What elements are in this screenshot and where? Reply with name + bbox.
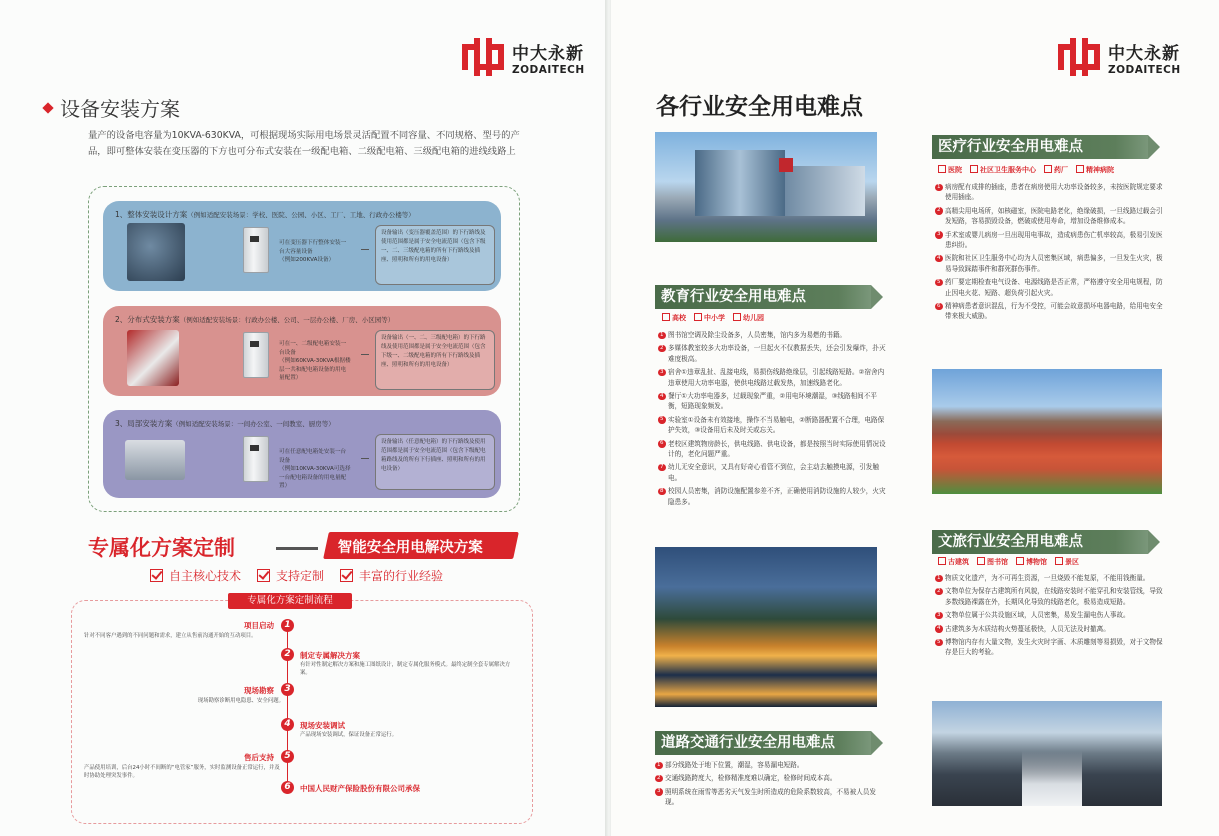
arrow-icon (361, 458, 369, 459)
plan-desc-sub: （例如60KVA-30KVA根据楼层一共和配电箱设备的用电量配置） (279, 358, 351, 381)
tag: 社区卫生服务中心 (970, 165, 1036, 175)
tag: 精神病院 (1076, 165, 1114, 175)
list-item: 1 图书馆空调及除尘设备多，人员密集，馆内多为易燃的书籍。 (660, 331, 847, 339)
section-title-text: 设备安装方案 (60, 97, 180, 121)
section-title (44, 93, 180, 122)
tag: 药厂 (1044, 165, 1068, 175)
list-item: 4 餐厅①大功率电器多，过载现象严重，②用电环境潮湿，③线路相间不平衡，短路现象频发。 (660, 392, 877, 411)
step-desc: 针对不同客户遇到的不同问题和需求，建立从售前沟通开始的互动项目。 (84, 633, 257, 639)
checkbox-icon (340, 569, 353, 582)
arrow-icon (361, 249, 369, 250)
list-item: 8 校园人员密集，消防设施配置参差不齐，正确使用消防设施的人较少，火灾隐患多。 (660, 487, 886, 506)
list-item: 2 多媒体教室较多大功率设备，一旦起火不仅教据丢失，还会引发爆炸，扑灭难度极高。 (660, 344, 886, 363)
tag: 博物馆 (1016, 557, 1047, 567)
list-item: 3 宿舍①违章乱扯、乱接电线，易损伤线路绝缘层，引起线路短路。②宿舍内违章使用大功率电器，使供电线路过载发热，加速线路老化。 (660, 368, 885, 387)
switchboard-image (125, 440, 185, 480)
tag: 景区 (1055, 557, 1079, 567)
step-title: 中国人民财产保险股份有限公司承保 (300, 784, 420, 793)
step-desc: 产品使用培训，后台24小时不间断的“电管家”服务，实时监测设备正常运行，并及时协助处理突发事件。 (84, 765, 280, 779)
device-cabinet-image (243, 332, 269, 378)
list-item: 1 物质文化遗产，为不可再生资源，一旦烧毁不能复原，不能用钱衡量。 (937, 574, 1150, 582)
list-item: 7 幼儿无安全意识，又具有好奇心看管不到位，会主动去触摸电源，引发触电。 (660, 463, 879, 482)
plan-scene: （例如适配安装场景：一间办公室、一间教室、厨房等） (172, 420, 335, 428)
plan-scene: （例如适配安装场景：学校、医院、公园、小区、工厂、工地、行政办公楼等） (187, 211, 415, 219)
intro-paragraph: 量产的设备电容量为10KVA-630KVA，可根据现场实际用电场景灵活配置不同容量、不同规格、型号的产品，即可整体安装在变压器的下方也可分布式安装在一级配电箱、二级配电箱、三级配电箱的进线线路上 (88, 130, 520, 157)
custom-plan-title: 专属化方案定制 (88, 536, 235, 560)
plan-desc: 可在变压器下行整体安装一台大容量设备 (279, 240, 347, 255)
feature-check: 自主核心技术 (150, 567, 241, 584)
school-field-photo (932, 369, 1162, 494)
plan-note: 设备输出（任意配电箱）的下行路线及使用范围都是属于安全电流范围（包含下级配电箱路线及的所有下行插座、照明和所有的用电设备） (375, 434, 495, 490)
list-item: 1 部分线路处于地下位置，潮湿，容易漏电短路。 (657, 761, 804, 769)
list-item: 4 医院和社区卫生服务中心均为人员密集区域，病患偏多，一旦发生火灾，极易导致踩踏事件和群死群伤事件。 (937, 254, 1163, 273)
plan-desc: 可在任意配电箱处安装一台设备 (279, 449, 347, 464)
step-number: 1 (281, 619, 294, 632)
checkbox-icon (257, 569, 270, 582)
device-cabinet-image (243, 436, 269, 482)
list-item: 3 手术室或婴儿病房一旦出现用电事故，造成病患伤亡机率较高，极易引发医患纠纷。 (937, 230, 1163, 250)
step-title: 售后支持 (244, 753, 274, 762)
list-item: 3 文物单位属于公共设施区域，人员密集，易发生漏电伤人事故。 (937, 611, 1130, 620)
install-plan-2 (103, 306, 501, 396)
title-divider (276, 547, 318, 550)
traffic-section-title: 道路交通行业安全用电难点 (655, 731, 871, 755)
step-number: 2 (281, 648, 294, 661)
tourism-list (935, 573, 1167, 661)
tourism-section-title: 文旅行业安全用电难点 (932, 530, 1148, 554)
plan-title: 1、整体安装设计方案 (115, 210, 188, 219)
medical-tags (938, 165, 1114, 175)
scenic-town-photo (655, 547, 877, 707)
list-item: 6 老校区建筑物房龄长，供电线路、供电设备，都是按照当时实际使用情况设计的，老化问题严重。 (660, 439, 886, 459)
step-number: 5 (281, 750, 294, 763)
medical-section-title: 医疗行业安全用电难点 (932, 135, 1148, 159)
list-item: 2 交通线路跨度大，检修精准度难以确定，检修时间成本高。 (657, 774, 837, 783)
medical-list (935, 182, 1167, 325)
left-page (0, 0, 607, 836)
transformer-image (127, 223, 185, 281)
step-desc: 现场勘察诊断用电隐患、安全问题。 (197, 698, 284, 704)
tag: 医院 (938, 165, 962, 175)
plan-scene: （例如适配安装场景：行政办公楼、公司、一层办公楼、厂房、小区园等） (179, 316, 395, 324)
industry-title: 各行业安全用电难点 (656, 94, 863, 120)
traffic-list (655, 760, 887, 811)
brand-logo-icon (1058, 38, 1100, 76)
education-list (658, 330, 886, 510)
checkbox-icon (150, 569, 163, 582)
plan-title: 2、分布式安装方案 (115, 315, 180, 324)
list-item: 2 文物单位为保存古建筑所有风貌，在线路安装时不能穿孔和安装管线，导致多数线路裸露在外，长期风化导致的线路老化，极易造成短路。 (937, 587, 1163, 606)
tag: 中小学 (694, 313, 725, 323)
list-item: 5 实验室①设备未有效接地，操作不当易触电，②断路器配置不合理，电路保护失效，③设备用后未及时关或忘关。 (660, 415, 885, 435)
step-desc: 有针对性制定解决方案和施工图纸设计，制定专属化服务模式。最终定制全套专属解决方案。 (300, 662, 511, 676)
feature-checks (150, 567, 443, 584)
education-section-title: 教育行业安全用电难点 (655, 285, 871, 309)
list-item: 3 照明系统在雨雪等恶劣天气发生时所造成的危险系数较高，不易被人员发现。 (657, 787, 876, 807)
process-title: 专属化方案定制流程 (228, 593, 352, 609)
step-desc: 产品现场安装调试，保证设备正常运行。 (300, 732, 398, 738)
brand-name-cn: 中大永新 (1108, 43, 1180, 64)
list-item: 4 古建筑多为木质结构火势蔓延极快，人员无法及时撤离。 (937, 624, 1110, 633)
tourism-tags (938, 557, 1079, 567)
plan-note: 设备输出（变压器覆盖范围）的下行路线及使用范围都是属于安全电流范围（包含下级一、二、三级配电箱的所有下行路线及插座、照明和所有的用电设备） (375, 225, 495, 285)
tag: 图书馆 (977, 557, 1008, 567)
plan-title: 3、局部安装方案 (115, 419, 173, 428)
tag: 高校 (662, 313, 686, 323)
device-cabinet-image (243, 227, 269, 273)
list-item: 5 博物馆内存有大量文物，发生火灾时字画、木质雕刻等易损毁，对于文物保存是巨大的考验。 (937, 638, 1163, 657)
list-item: 6 精神病患者意识混乱，行为不受控，可能会故意损坏电器电路，给用电安全带来极大威胁。 (937, 302, 1163, 321)
brand-name-cn: 中大永新 (512, 43, 584, 64)
plan-desc-sub: （例如10KVA-30KVA可选择一台配电箱设备的用电量配置） (279, 466, 351, 489)
brand-logo-icon (462, 38, 504, 76)
arrow-icon (361, 354, 369, 355)
feature-check: 支持定制 (257, 567, 324, 584)
step-number: 6 (281, 781, 294, 794)
plan-desc-sub: （例如200KVA设备） (279, 257, 335, 263)
list-item: 5 药厂要定期检查电气设备、电源线路是否正常，严格遵守安全用电规程，防止因电火花、短路、超负荷引起火灾。 (937, 278, 1163, 297)
hospital-photo (655, 132, 877, 242)
brand-logo (462, 38, 585, 76)
step-title: 项目启动 (244, 621, 274, 630)
education-tags (662, 313, 764, 323)
step-title: 现场勘察 (244, 686, 274, 695)
brand-name-en: ZODAITECH (1108, 63, 1181, 76)
install-plan-3 (103, 410, 501, 498)
install-plan-1 (103, 201, 501, 291)
plan-note: 设备输出（一、二、三级配电箱）的下行路线及使用范围都是属于安全电流范围（包含下级一、二级配电箱的所有下行路线及插座、照明和所有的用电设备） (375, 330, 495, 390)
distribution-box-image (127, 330, 179, 386)
brand-logo (1058, 38, 1181, 76)
city-road-photo (932, 701, 1162, 806)
step-title: 制定专属解决方案 (300, 651, 360, 660)
step-title: 现场安装调试 (300, 721, 345, 730)
tag: 古建筑 (938, 557, 969, 567)
step-number: 3 (281, 683, 294, 696)
feature-check: 丰富的行业经验 (340, 567, 443, 584)
list-item: 1 病房配有成排的插座，患者在病房使用大功率设备较多，未按医院规定要求使用插座。 (937, 183, 1163, 202)
tag: 幼儿园 (733, 313, 764, 323)
plan-desc: 可在一、二级配电箱安装一台设备 (279, 341, 347, 356)
solution-tag: 智能安全用电解决方案 (323, 532, 519, 559)
brand-name-en: ZODAITECH (512, 63, 585, 76)
step-number: 4 (281, 718, 294, 731)
diamond-bullet-icon (42, 102, 53, 113)
list-item: 2 高精尖用电场所，如核磁室，医院电路老化，绝缘破损，一旦线路过载会引发短路，容易损毁设备，燃破或使用寿命，增加设备维修成本。 (937, 206, 1163, 226)
